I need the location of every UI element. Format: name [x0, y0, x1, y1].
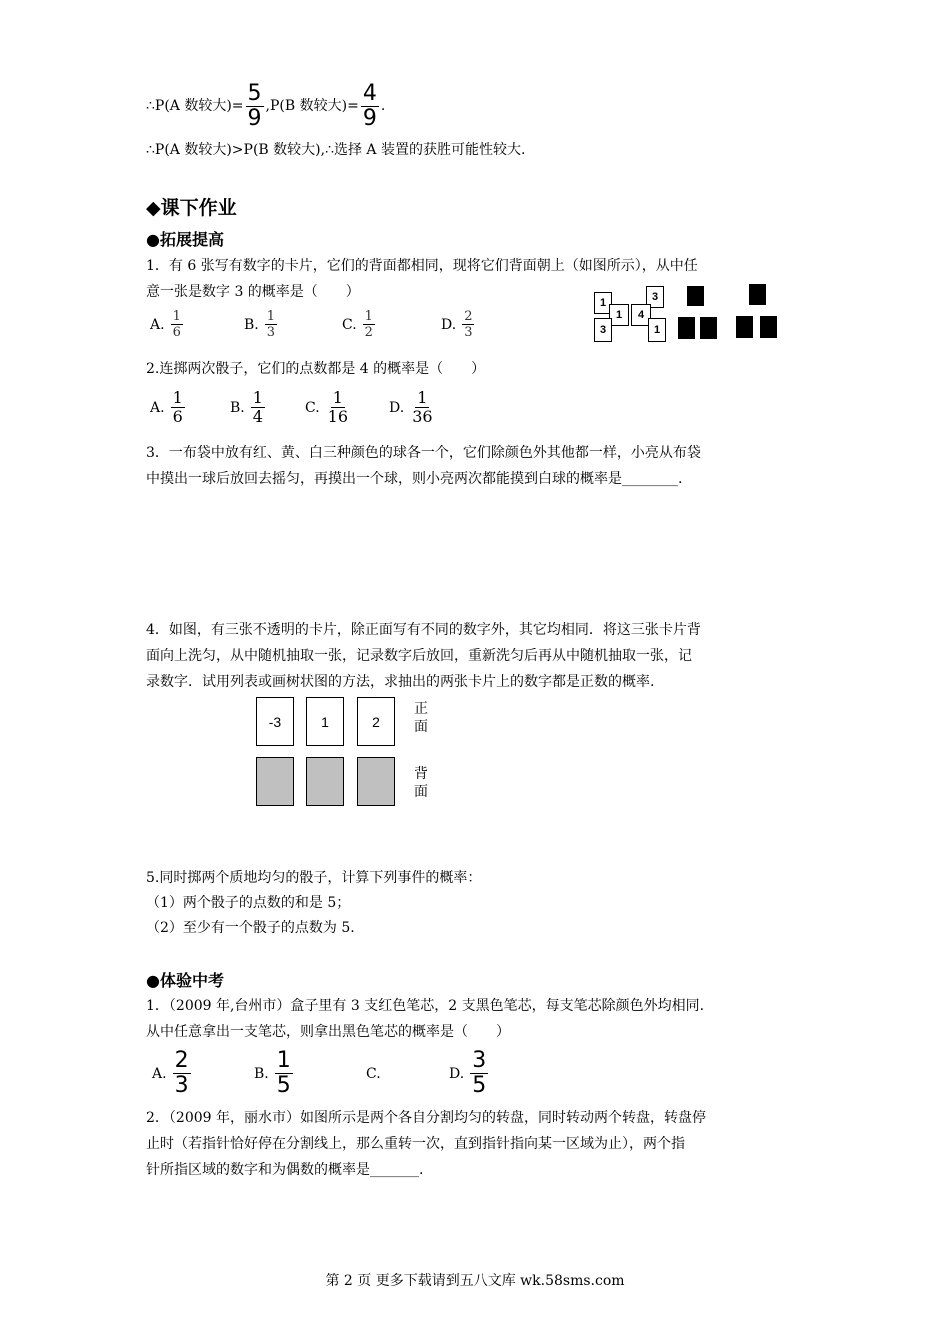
q4-line-2: 面向上洗匀，从中随机抽取一张，记录数字后放回，重新洗匀后再从中随机抽取一张，记	[146, 648, 692, 664]
q3-line-2: 中摸出一球后放回去摇匀，再摸出一个球，则小亮两次都能摸到白球的概率是________.	[146, 471, 683, 487]
q1-facedown-card	[760, 316, 777, 338]
q2-option-b: B. $\frac{1}{4}$	[230, 388, 263, 426]
q1-option-d: D. $\frac{2}{3}$	[441, 309, 473, 340]
intro-text-c: .	[380, 98, 386, 114]
e1-option-d: D. $\frac{3}{5}$	[449, 1048, 487, 1098]
page-footer: 第 2 页 更多下载请到五八文库 wk.58sms.com	[325, 1273, 625, 1289]
q4-line-3: 录数字．试用列表或画树状图的方法，求抽出的两张卡片上的数字都是正数的概率.	[146, 674, 655, 690]
q4-back-card	[256, 757, 294, 806]
q1-facedown-card	[749, 284, 766, 305]
q5-line-2: （1）两个骰子的点数的和是 5；	[146, 895, 351, 911]
e1-line-1: 1．（2009 年,台州市）盒子里有 3 支红色笔芯，2 支黑色笔芯，每支笔芯除颜色外均相同.	[146, 998, 705, 1014]
q2-line-1: 2.连掷两次骰子，它们的点数都是 4 的概率是（ ）	[146, 361, 486, 377]
fraction-4-9: $\frac{4}{9}$	[362, 80, 377, 131]
q4-front-card: -3	[256, 697, 294, 746]
section-expand-heading: ●拓展提高	[146, 230, 224, 249]
q2-option-c: C. $\frac{1}{16}$	[305, 388, 349, 426]
q1-card: 4	[631, 304, 651, 326]
q4-front-card: 2	[357, 697, 395, 746]
q4-front-card: 1	[306, 697, 344, 746]
q1-card: 3	[594, 318, 612, 342]
q4-front-label: 正面	[414, 701, 428, 735]
q5-line-3: （2）至少有一个骰子的点数为 5.	[146, 920, 355, 936]
q3-line-1: 3．一布袋中放有红、黄、白三种颜色的球各一个，它们除颜色外其他都一样，小亮从布袋	[146, 445, 701, 461]
q1-facedown-card	[678, 317, 695, 339]
e1-option-c: C.	[366, 1066, 381, 1082]
q1-option-a: A. $\frac{1}{6}$	[150, 309, 181, 340]
fraction-5-9: $\frac{5}{9}$	[247, 80, 262, 131]
q1-line-1: 1．有 6 张写有数字的卡片，它们的背面都相同，现将它们背面朝上（如图所示），从中任	[146, 258, 698, 274]
intro-text-a: ∴P(A 数较大)=	[146, 98, 244, 114]
q1-option-b: B. $\frac{1}{3}$	[244, 309, 276, 340]
e1-line-2: 从中任意拿出一支笔芯，则拿出黑色笔芯的概率是（ ）	[146, 1024, 510, 1040]
q1-card: 3	[646, 286, 664, 308]
q1-facedown-card	[700, 317, 717, 339]
q2-option-a: A. $\frac{1}{6}$	[150, 388, 183, 426]
q2-option-d: D. $\frac{1}{36}$	[389, 388, 433, 426]
e2-line-1: 2．（2009 年，丽水市）如图所示是两个各自分割均匀的转盘，同时转动两个转盘，转盘停	[146, 1110, 706, 1126]
section-exam-heading: ●体验中考	[146, 971, 224, 990]
q4-back-card	[306, 757, 344, 806]
intro-line-2: ∴P(A 数较大)>P(B 数较大),∴选择 A 装置的获胜可能性较大.	[146, 142, 526, 158]
intro-text-b: ,P(B 数较大)=	[265, 98, 359, 114]
q1-facedown-card	[687, 286, 704, 306]
section-homework-heading: ◆课下作业	[146, 197, 237, 219]
q5-line-1: 5.同时掷两个质地均匀的骰子，计算下列事件的概率：	[146, 870, 482, 886]
q1-card: 1	[648, 318, 666, 342]
q4-line-1: 4．如图，有三张不透明的卡片，除正面写有不同的数字外，其它均相同．将这三张卡片背	[146, 622, 701, 638]
e1-option-b: B. $\frac{1}{5}$	[254, 1048, 291, 1098]
q1-option-c: C. $\frac{1}{2}$	[342, 309, 373, 340]
q4-back-label: 背面	[414, 766, 428, 800]
e2-line-2: 止时（若指针恰好停在分割线上，那么重转一次，直到指针指向某一区域为止），两个指	[146, 1136, 685, 1152]
q4-back-card	[357, 757, 395, 806]
q1-line-2: 意一张是数字 3 的概率是（ ）	[146, 284, 360, 300]
e1-option-a: A. $\frac{2}{3}$	[152, 1048, 189, 1098]
intro-line-1	[146, 78, 385, 134]
e2-line-3: 针所指区域的数字和为偶数的概率是_______.	[146, 1162, 424, 1178]
q1-facedown-card	[736, 316, 753, 338]
q1-card: 1	[609, 304, 629, 326]
q1-card: 1	[594, 292, 612, 314]
